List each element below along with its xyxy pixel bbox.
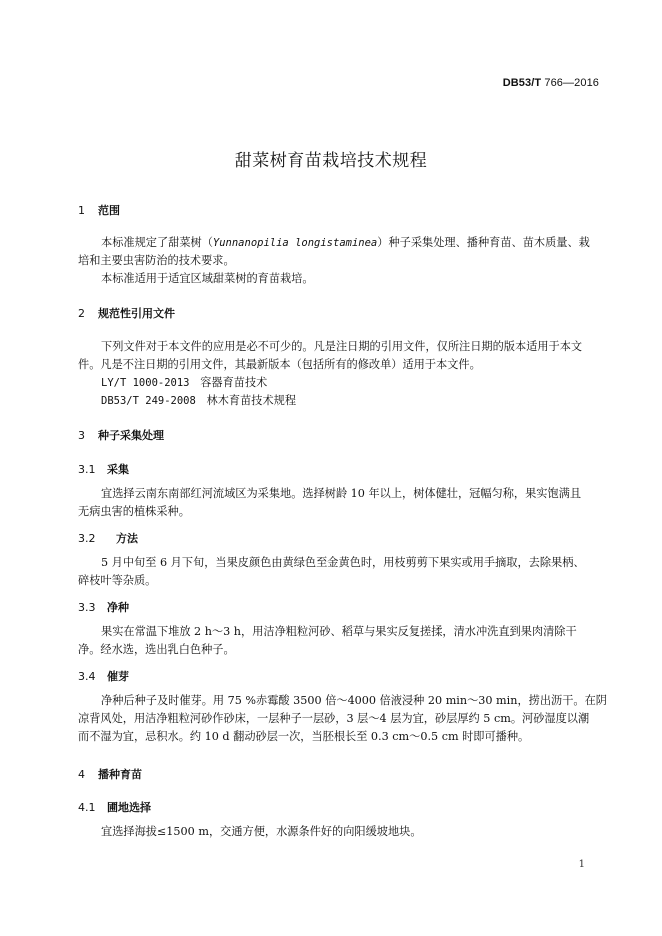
text-line: 碎枝叶等杂质。 <box>78 574 157 587</box>
section-2-heading <box>78 305 175 321</box>
section-title: 采集 <box>107 463 129 476</box>
section-3-heading <box>78 427 164 443</box>
text-line: 培和主要虫害防治的技术要求。 <box>78 254 235 267</box>
text-line: 下列文件对于本文件的应用是必不可少的。凡是注日期的引用文件，仅所注日期的版本适用于本文 <box>101 340 583 353</box>
cleaning-paragraph <box>78 623 600 659</box>
section-number: 1 <box>78 204 85 217</box>
text-line: 果实在常温下堆放 2 h～3 h，用洁净粗粒河砂、稻草与果实反复搓揉，清水冲洗直到果肉清除干 <box>101 625 577 638</box>
page-number: 1 <box>578 859 585 870</box>
standard-code <box>503 77 599 89</box>
section-title: 催芽 <box>107 670 129 683</box>
reference-title: 容器育苗技术 <box>200 376 268 389</box>
text-line: 宜选择海拔≤1500 m，交通方便，水源条件好的向阳缓坡地块。 <box>101 825 422 838</box>
section-number: 3.3 <box>78 601 96 614</box>
section-title: 净种 <box>107 601 129 614</box>
text-line: 净。经水选，选出乳白色种子。 <box>78 643 235 656</box>
section-1-heading <box>78 202 120 218</box>
collection-paragraph <box>78 485 600 521</box>
section-4-1-heading <box>78 799 151 815</box>
reference-item <box>78 392 600 410</box>
references-paragraph <box>78 338 600 410</box>
section-title: 方法 <box>116 532 138 545</box>
section-title: 种子采集处理 <box>98 429 164 442</box>
section-title: 规范性引用文件 <box>98 307 175 320</box>
section-title: 范围 <box>98 204 120 217</box>
text-span: 本标准规定了甜菜树（ <box>101 236 213 249</box>
section-number: 3.1 <box>78 463 96 476</box>
nursery-site-paragraph <box>78 823 600 841</box>
reference-title: 林木育苗技术规程 <box>206 394 297 407</box>
text-line: 净种后种子及时催芽。用 75 %赤霉酸 3500 倍～4000 倍液浸种 20 min～30 min，捞出沥干。在阴 <box>101 694 607 707</box>
standard-code-number: 766—2016 <box>544 77 599 89</box>
standard-code-prefix: DB53/T <box>502 77 542 89</box>
germination-paragraph <box>78 692 607 746</box>
reference-code: LY/T 1000-2013 <box>101 377 190 389</box>
section-3-4-heading <box>78 668 129 684</box>
section-number: 4.1 <box>78 801 96 814</box>
section-3-2-heading <box>78 530 138 546</box>
scope-paragraph <box>78 234 600 288</box>
section-3-3-heading <box>78 599 129 615</box>
section-number: 3.2 <box>78 532 96 545</box>
section-number: 4 <box>78 768 85 781</box>
section-title: 播种育苗 <box>98 768 142 781</box>
text-line: 而不湿为宜，忌积水。约 10 d 翻动砂层一次，当胚根长至 0.3 cm～0.5 cm 时即可播种。 <box>78 730 530 743</box>
text-span: ）种子采集处理、播种育苗、苗木质量、栽 <box>377 236 590 249</box>
text-line: 5 月中旬至 6 月下旬，当果皮颜色由黄绿色至金黄色时，用枝剪剪下果实或用手摘取，去除果柄、 <box>101 556 585 569</box>
text-line <box>78 234 600 252</box>
text-line: 宜选择云南东南部红河流域区为采集地。选择树龄 10 年以上，树体健壮，冠幅匀称，果实饱满且 <box>101 487 582 500</box>
reference-code: DB53/T 249-2008 <box>101 395 196 407</box>
text-line: 件。凡是不注日期的引用文件，其最新版本（包括所有的修改单）适用于本文件。 <box>78 358 481 371</box>
document-title: 甜菜树育苗栽培技术规程 <box>234 151 428 171</box>
text-line: 凉背风处，用洁净粗粒河砂作砂床，一层种子一层砂，3 层～4 层为宜，砂层厚约 5 cm。河砂湿度以潮 <box>78 712 590 725</box>
text-line: 无病虫害的植株采种。 <box>78 505 190 518</box>
method-paragraph <box>78 554 600 590</box>
latin-name: Yunnanopilia longistaminea <box>212 237 378 249</box>
reference-item <box>78 374 600 392</box>
section-4-heading <box>78 766 142 782</box>
section-3-1-heading <box>78 461 129 477</box>
section-number: 3 <box>78 429 85 442</box>
section-number: 3.4 <box>78 670 96 683</box>
section-number: 2 <box>78 307 85 320</box>
section-title: 圃地选择 <box>107 801 151 814</box>
text-line: 本标准适用于适宜区域甜菜树的育苗栽培。 <box>101 272 314 285</box>
